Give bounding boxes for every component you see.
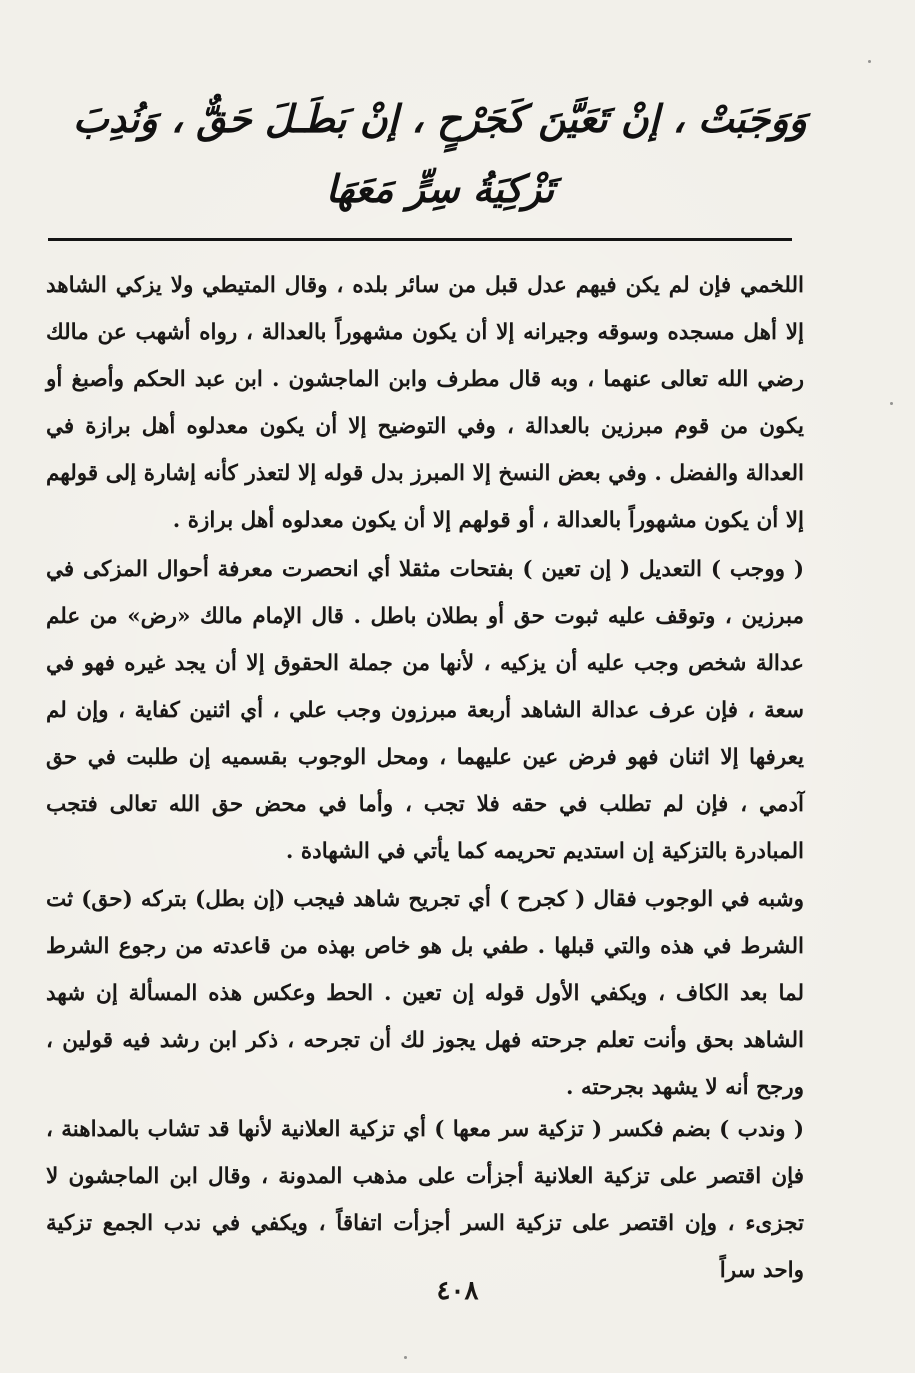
scan-speck xyxy=(890,402,893,405)
verse-line-1: وَوَجَبَتْ ، إنْ تَعَيَّنَ كَجَرْحٍ ، إنْ بَطَـلَ حَقٌّ ، وَنُدِبَ xyxy=(73,96,807,141)
commentary-paragraph-1: اللخمي فإن لم يكن فيهم عدل قبل من سائر بلده ، وقال المتيطي ولا يزكي الشاهد إلا أهل مسجده وسوقه وجيرانه إلا أن يكون مشهوراً بالعدالة ، رواه أشهب عن مالك رضي الله تعالى عنهما ، وبه قال مطرف وابن الماجشون . ابن عبد الحكم وأصبغ أو يكون من قوم مبرزين بالعدالة ، وفي التوضيح إلا أن يكون معدلوه أهل برازة في العدالة والفضل . وفي بعض النسخ إلا المبرز بدل قوله إلا لتعذر كأنه إشارة إلى قولهم إلا أن يكون مشهوراً بالعدالة ، أو قولهم إلا أن يكون معدلوه أهل برازة . xyxy=(46,273,804,533)
commentary-paragraph-3: وشبه في الوجوب فقال ( كجرح ) أي تجريح شاهد فيجب (إن بطل) بتركه (حق) ثت الشرط في هذه والتي قبلها . طفي بل هو خاص بهذه من قاعدته من رجوع الشرط لما بعد الكاف ، ويكفي الأول قوله إن تعين . الحط وعكس هذه المسألة إن شهد الشاهد بحق وأنت تعلم جرحته فهل يجوز لك أن تجرحه ، ذكر ابن رشد فيه قولين ، ورجح أنه لا يشهد بجرحته . xyxy=(46,887,804,1100)
commentary-paragraph-4: ( وندب ) بضم فكسر ( تزكية سر معها ) أي تزكية العلانية لأنها قد تشاب بالمداهنة ، فإن اقتصر على تزكية العلانية أجزأت على مذهب المدونة ، وقال ابن الماجشون لا تجزىء ، وإن اقتصر على تزكية السر أجزأت اتفاقاً ، ويكفي في ندب الجمع تزكية واحد سراً xyxy=(46,1117,804,1283)
commentary-paragraph-2: ( ووجب ) التعديل ( إن تعين ) بفتحات مثقلا أي انحصرت معرفة أحوال المزكى في مبرزين ، وتوقف عليه ثبوت حق أو بطلان باطل . قال الإمام مالك «رض» من علم عدالة شخص وجب عليه أن يزكيه ، لأنها من جملة الحقوق إلا أن يجد غيره فهو في سعة ، فإن عرف عدالة الشاهد أربعة مبرزون وجب علي ، أي اثنين كفاية ، وإن لم يعرفها إلا اثنان فهو فرض عين عليهما ، ومحل الوجوب بقسميه إن طلبت في حق آدمي ، فإن لم تطلب في حقه فلا تجب ، وأما في محض حق الله تعالى فتجب المبادرة بالتزكية إن استديم تحريمه كما يأتي في الشهادة . xyxy=(46,557,804,864)
verse-line-2: تَزْكِيَةُ سِرٍّ مَعَهَا xyxy=(325,166,555,211)
header-divider xyxy=(48,238,792,241)
scan-speck xyxy=(404,1356,407,1359)
page-number: ٤٠٨ xyxy=(436,1276,479,1306)
scan-speck xyxy=(868,60,871,63)
